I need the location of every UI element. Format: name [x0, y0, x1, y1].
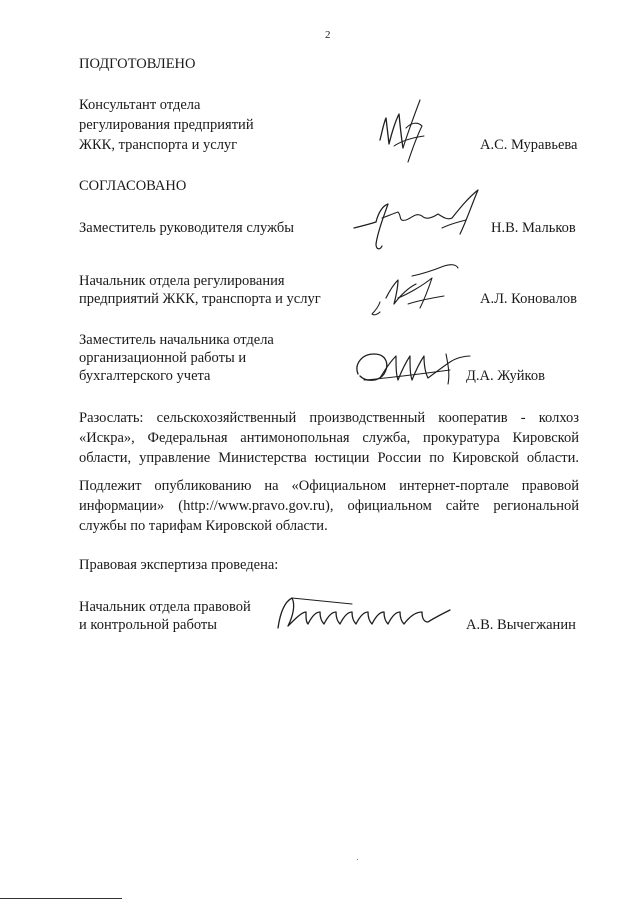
legal-review-position-line-2: и контрольной работы	[79, 617, 217, 633]
approved-signer-1-name: Н.В. Мальков	[491, 220, 576, 236]
distribution-line-2: «Искра», Федеральная антимонопольная служба, прокуратура Кировской	[79, 430, 579, 446]
prepared-heading: ПОДГОТОВЛЕНО	[79, 56, 196, 72]
approved-heading: СОГЛАСОВАНО	[79, 178, 187, 194]
approved-signer-3-position-line-1: Заместитель начальника отдела	[79, 332, 274, 348]
signature-vychegzhanin	[272, 590, 458, 634]
prepared-position-line-2: регулирования предприятий	[79, 117, 254, 133]
prepared-position-line-3: ЖКК, транспорта и услуг	[79, 137, 238, 153]
approved-signer-1-position-line-1: Заместитель руководителя службы	[79, 220, 295, 236]
legal-review-statement: Правовая экспертиза проведена:	[79, 557, 279, 573]
signature-malkov	[352, 184, 484, 256]
signature-konovalov	[368, 256, 468, 322]
scan-speck	[357, 859, 358, 860]
page-number: 2	[325, 29, 331, 41]
prepared-position-line-1: Консультант отдела	[79, 97, 201, 113]
approved-signer-2-name: А.Л. Коновалов	[480, 291, 577, 307]
publication-line-1: Подлежит опубликованию на «Официальном интернет-портале правовой	[79, 478, 579, 494]
approved-signer-3-position-line-3: бухгалтерского учета	[79, 368, 211, 384]
prepared-name: А.С. Муравьева	[480, 137, 578, 153]
approved-signer-2-position-line-1: Начальник отдела регулирования	[79, 273, 285, 289]
legal-review-position-line-1: Начальник отдела правовой	[79, 599, 251, 615]
signature-zhuikov	[350, 344, 474, 394]
signature-muravyeva	[368, 92, 438, 164]
footer-rule	[0, 898, 122, 899]
approved-signer-3-name: Д.А. Жуйков	[466, 368, 545, 384]
publication-line-2: информации» (http://www.pravo.gov.ru), официальном сайте региональной	[79, 498, 579, 514]
distribution-line-3: области, управление Министерства юстиции России по Кировской области.	[79, 450, 579, 466]
approved-signer-3-position-line-2: организационной работы и	[79, 350, 247, 366]
publication-line-3: службы по тарифам Кировской области.	[79, 518, 328, 534]
distribution-line-1: Разослать: сельскохозяйственный производственный кооператив - колхоз	[79, 410, 579, 426]
approved-signer-2-position-line-2: предприятий ЖКК, транспорта и услуг	[79, 291, 321, 307]
legal-review-name: А.В. Вычегжанин	[466, 617, 576, 633]
